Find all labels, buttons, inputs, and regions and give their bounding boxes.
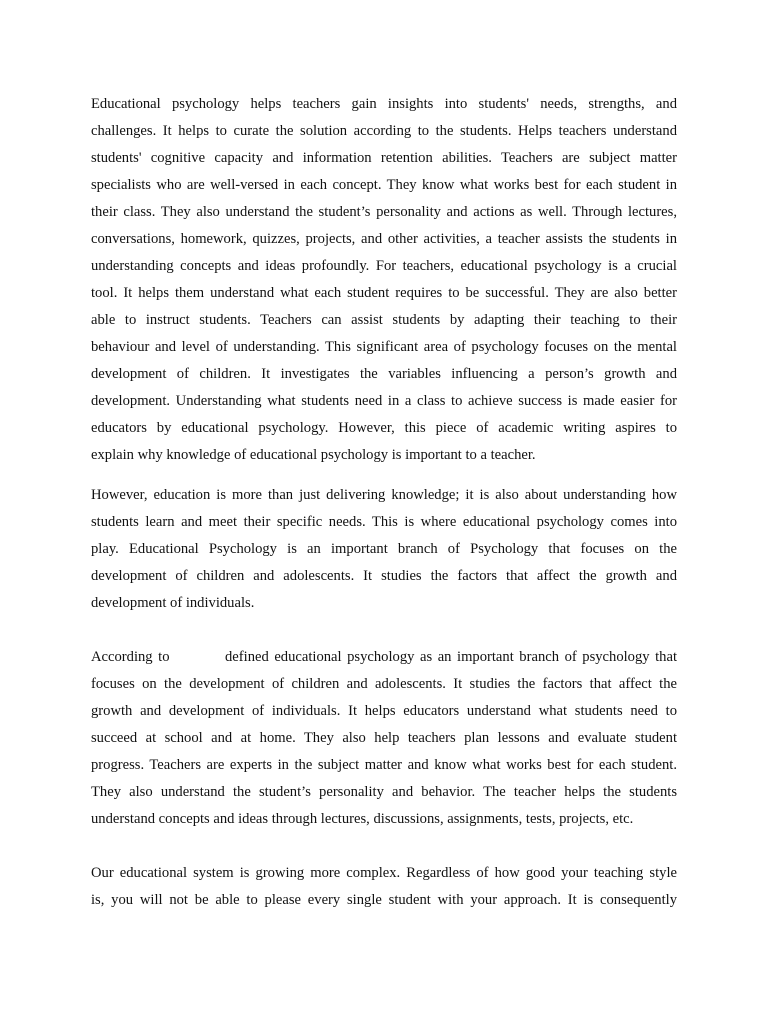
paragraph-gap bbox=[91, 617, 677, 644]
text-line: conversations, homework, quizzes, projects, and other activities, a teacher assists the students in bbox=[91, 231, 677, 247]
text-line: development of children. It investigates the variables influencing a person’s growth and bbox=[91, 366, 677, 382]
text-line: Our educational system is growing more complex. Regardless of how good your teaching style bbox=[91, 865, 677, 881]
text-line: understand concepts and ideas through lectures, discussions, assignments, tests, projects, etc. bbox=[91, 811, 634, 827]
paragraph-gap bbox=[91, 833, 677, 860]
paragraph-3 bbox=[91, 644, 677, 833]
text-line: Educational psychology helps teachers gain insights into students' needs, strengths, and bbox=[91, 96, 677, 112]
text-line: challenges. It helps to curate the solution according to the students. Helps teachers understand bbox=[91, 123, 677, 139]
text-line: students' cognitive capacity and information retention abilities. Teachers are subject matter bbox=[91, 150, 677, 166]
text-line: explain why knowledge of educational psychology is important to a teacher. bbox=[91, 447, 536, 463]
paragraph-4 bbox=[91, 860, 677, 914]
text-line: progress. Teachers are experts in the subject matter and know what works best for each student. bbox=[91, 757, 677, 773]
text-line: behaviour and level of understanding. This significant area of psychology focuses on the mental bbox=[91, 339, 677, 355]
text-line: tool. It helps them understand what each student requires to be successful. They are also better bbox=[91, 285, 677, 301]
text-line: able to instruct students. Teachers can assist students by adapting their teaching to their bbox=[91, 312, 677, 328]
document-page bbox=[91, 91, 677, 914]
text-line: their class. They also understand the student’s personality and actions as well. Through lectures, bbox=[91, 204, 677, 220]
text-line: is, you will not be able to please every single student with your approach. It is consequently bbox=[91, 892, 677, 908]
text-line: development of children and adolescents. It studies the factors that affect the growth and bbox=[91, 568, 677, 584]
text-line: According to defined educational psychology as an important branch of psychology that bbox=[91, 649, 677, 665]
text-line: However, education is more than just delivering knowledge; it is also about understanding how bbox=[91, 487, 677, 503]
text-line: educators by educational psychology. However, this piece of academic writing aspires to bbox=[91, 420, 677, 436]
text-line: development of individuals. bbox=[91, 595, 255, 611]
text-line: specialists who are well-versed in each concept. They know what works best for each student in bbox=[91, 177, 677, 193]
text-line: understanding concepts and ideas profoundly. For teachers, educational psychology is a crucial bbox=[91, 258, 677, 274]
text-line: development. Understanding what students need in a class to achieve success is made easier for bbox=[91, 393, 677, 409]
text-line: They also understand the student’s personality and behavior. The teacher helps the students bbox=[91, 784, 677, 800]
text-line: play. Educational Psychology is an important branch of Psychology that focuses on the bbox=[91, 541, 677, 557]
paragraph-1 bbox=[91, 91, 677, 469]
paragraph-gap bbox=[91, 469, 677, 482]
text-line: focuses on the development of children and adolescents. It studies the factors that affect the bbox=[91, 676, 677, 692]
text-line: growth and development of individuals. It helps educators understand what students need to bbox=[91, 703, 677, 719]
text-line: succeed at school and at home. They also help teachers plan lessons and evaluate student bbox=[91, 730, 677, 746]
text-line: students learn and meet their specific needs. This is where educational psychology comes into bbox=[91, 514, 677, 530]
paragraph-2 bbox=[91, 482, 677, 617]
